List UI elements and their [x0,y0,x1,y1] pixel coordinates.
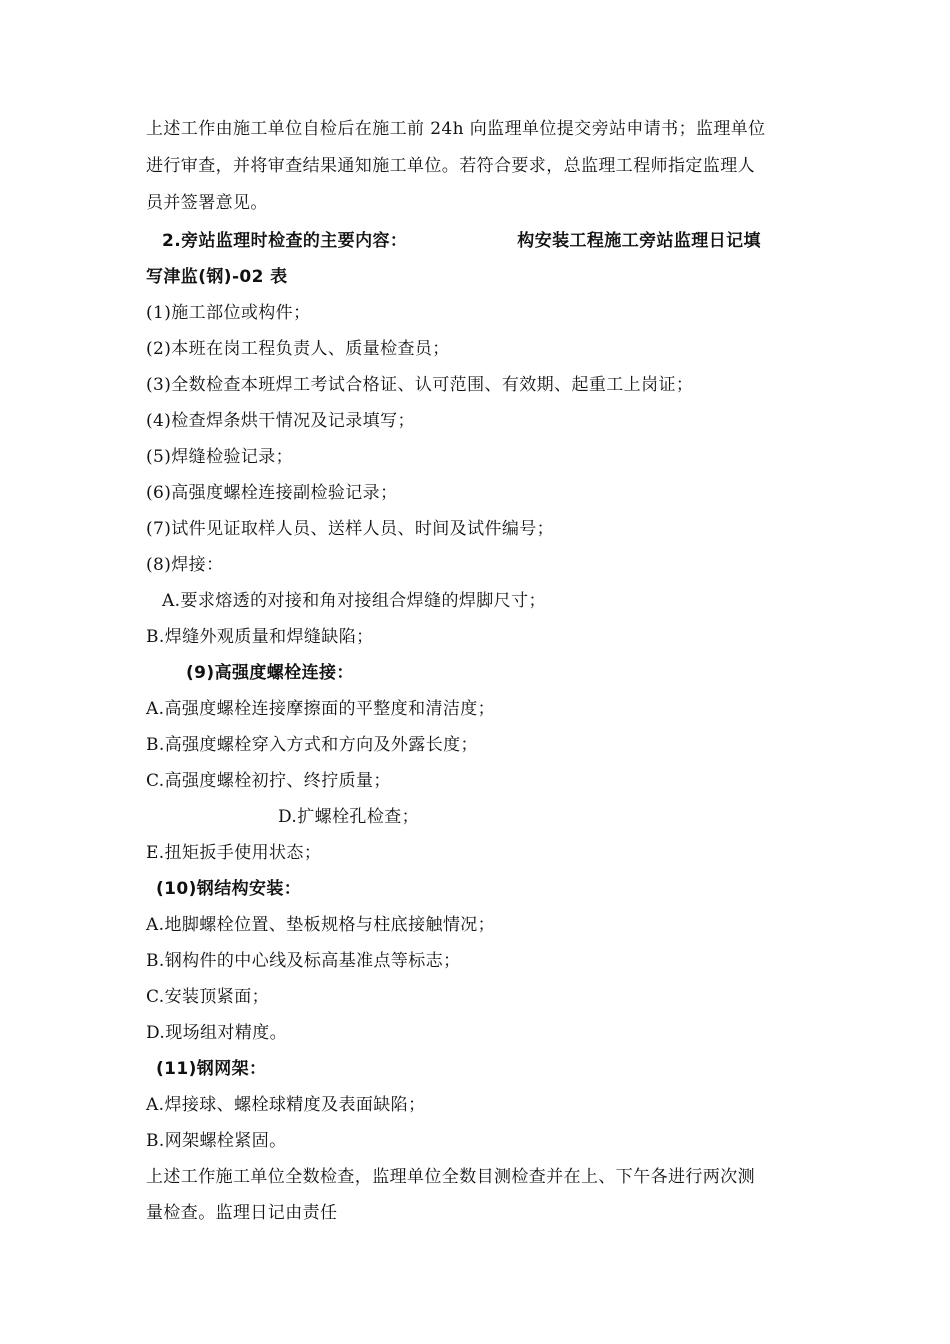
section-heading-continued: 写津监(钢)-02 表 [146,267,288,287]
bolt-item: E.扭矩扳手使用状态； [146,843,322,863]
bolt-item: D.扩螺栓孔检查； [278,807,420,827]
steel-item: B.钢构件的中心线及标高基准点等标志； [146,951,461,971]
list-item: (1)施工部位或构件； [146,303,311,323]
steel-item: D.现场组对精度。 [146,1023,288,1043]
list-item: (7)试件见证取样人员、送样人员、时间及试件编号； [146,519,555,539]
steel-item: C.安装顶紧面； [146,987,270,1007]
bolt-heading: (9)高强度螺栓连接： [186,663,354,683]
bolt-item: C.高强度螺栓初拧、终拧质量； [146,771,391,791]
paragraph-line: 上述工作施工单位全数检查，监理单位全数目测检查并在上、下午各进行两次测 [146,1167,755,1187]
list-item: (3)全数检查本班焊工考试合格证、认可范围、有效期、起重工上岗证； [146,375,694,395]
list-item: (5)焊缝检验记录； [146,447,294,467]
grid-heading: (11)钢网架： [156,1059,267,1079]
section-heading-part-b: 构安装工程施工旁站监理日记填 [517,231,761,251]
paragraph-line: 上述工作由施工单位自检后在施工前 24h 向监理单位提交旁站申请书；监理单位 [146,119,766,139]
steel-heading: (10)钢结构安装： [156,879,302,899]
section-heading-part-a: 2.旁站监理时检查的主要内容： [162,231,408,251]
bolt-item: A.高强度螺栓连接摩擦面的平整度和清洁度； [146,699,496,719]
paragraph-line: 量检查。监理日记由责任 [146,1203,338,1223]
bolt-item: B.高强度螺栓穿入方式和方向及外露长度； [146,735,478,755]
steel-item: A.地脚螺栓位置、垫板规格与柱底接触情况； [146,915,496,935]
welding-item: A.要求熔透的对接和角对接组合焊缝的焊脚尺寸； [162,591,546,611]
grid-item: B.网架螺栓紧固。 [146,1131,287,1151]
paragraph-line: 进行审查，并将审查结果通知施工单位。若符合要求，总监理工程师指定监理人 [146,156,755,176]
list-item: (2)本班在岗工程负责人、质量检查员； [146,339,450,359]
grid-item: A.焊接球、螺栓球精度及表面缺陷； [146,1095,426,1115]
list-item: (6)高强度螺栓连接副检验记录； [146,483,398,503]
paragraph-line: 员并签署意见。 [146,193,268,213]
list-item: (8)焊接： [146,555,224,575]
section-heading [162,230,761,252]
list-item: (4)检查焊条烘干情况及记录填写； [146,411,415,431]
welding-item: B.焊缝外观质量和焊缝缺陷； [146,627,374,647]
